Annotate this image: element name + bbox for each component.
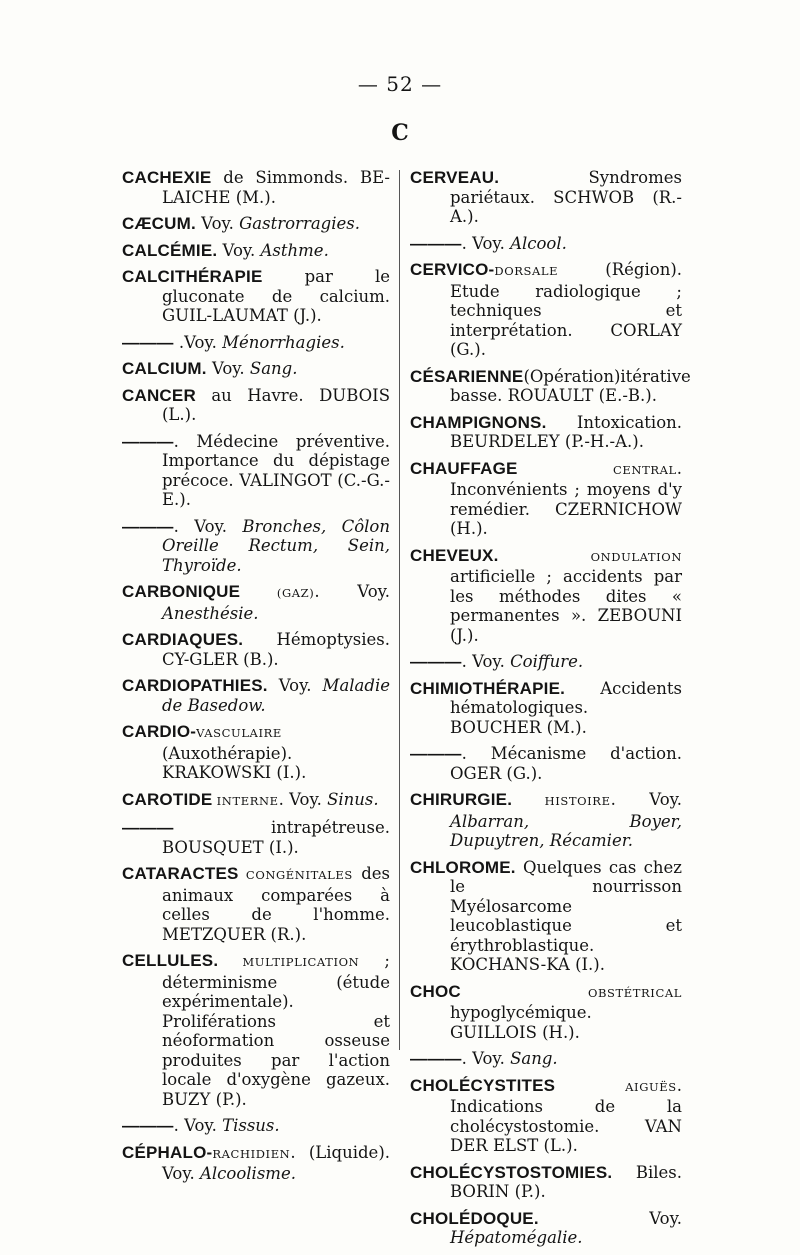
entry-cross-reference: Alcool. xyxy=(510,233,567,253)
entry-heading: CARBONIQUE xyxy=(122,582,241,601)
entry-heading: CÆCUM. xyxy=(122,214,196,233)
entry-heading: CÉSARIENNE xyxy=(410,366,524,386)
entry-text: . Mécanisme d'action. OGER (G.). xyxy=(450,744,682,783)
index-entry xyxy=(410,260,682,360)
entry-heading: CARDIOPATHIES. xyxy=(122,676,268,695)
entry-subheading: DORSALE xyxy=(494,264,559,278)
entry-text: . Voy. xyxy=(461,652,511,671)
entry-heading: ——— xyxy=(122,1116,174,1135)
entry-text: . Inconvénients ; moyens d'y remédier. CZERNICHOW (H.). xyxy=(450,458,682,538)
column-divider xyxy=(399,170,400,1050)
index-entry xyxy=(410,1209,682,1248)
index-entry xyxy=(122,630,390,669)
entry-cross-reference: Sang. xyxy=(249,359,298,378)
index-entry xyxy=(410,234,682,254)
entry-heading: ——— xyxy=(122,818,174,837)
entry-heading: CHOLÉCYSTOSTOMIES. xyxy=(410,1162,613,1182)
entry-text: Voy. xyxy=(206,359,250,378)
entry-text: Voy. xyxy=(538,1208,682,1228)
entry-cross-reference: Alcoolisme. xyxy=(199,1164,296,1183)
entry-cross-reference: Hépatomégalie. xyxy=(450,1228,583,1247)
entry-text: artificielle ; accidents par les méthodes dites « permanentes ». ZEBOUNI (J.). xyxy=(450,567,682,645)
entry-cross-reference: Gastrorragies. xyxy=(239,214,360,233)
entry-text: Accidents hématologiques. BOUCHER (M.). xyxy=(450,678,682,737)
entry-heading: CARDIAQUES. xyxy=(122,630,244,649)
entry-subheading: INTERNE xyxy=(212,793,279,808)
entry-heading: CALCIUM. xyxy=(122,359,207,378)
index-entry xyxy=(122,951,390,1109)
entry-cross-reference: Anesthésie. xyxy=(162,603,259,623)
entry-text: Syndromes pariétaux. SCHWOB (R.-A.). xyxy=(450,168,682,226)
entry-text: de Simmonds. BE-LAICHE (M.). xyxy=(162,168,390,207)
entry-cross-reference: Ménorrhagies. xyxy=(222,332,345,352)
entry-heading: CALCÉMIE. xyxy=(122,240,218,260)
entry-cross-reference: Maladie de Basedow. xyxy=(162,676,390,715)
entry-cross-reference: Asthme. xyxy=(260,240,329,260)
entry-heading: ——— xyxy=(410,233,462,253)
entry-text: . Voy. xyxy=(278,789,328,809)
entry-subheading: OBSTÉTRICAL xyxy=(460,985,682,1000)
index-entry xyxy=(410,366,691,406)
entry-text: . (Liquide). Voy. xyxy=(162,1142,390,1183)
index-entry xyxy=(122,432,390,510)
index-entry xyxy=(122,582,390,623)
entry-subheading: RACHIDIEN xyxy=(212,1146,291,1161)
left-column xyxy=(122,168,390,1191)
entry-heading: CERVICO- xyxy=(410,260,495,279)
entry-heading: CALCITHÉRAPIE xyxy=(122,267,263,286)
entry-text: . Voy. xyxy=(610,790,682,809)
index-entry xyxy=(410,1076,682,1156)
entry-heading: ——— xyxy=(410,1049,462,1068)
section-letter: C xyxy=(391,120,409,146)
entry-heading: CARDIO- xyxy=(122,722,197,741)
entry-subheading: (GAZ) xyxy=(240,586,315,600)
entry-text: (Opération)itérative basse. ROUAULT (E.-B.). xyxy=(450,366,691,405)
index-entry xyxy=(122,722,390,783)
entry-subheading: VASCULAIRE xyxy=(196,726,282,740)
entry-subheading: MULTIPLICATION xyxy=(218,955,360,969)
entry-subheading: HISTOIRE xyxy=(512,794,611,808)
index-entry xyxy=(122,818,390,857)
entry-subheading: CENTRAL xyxy=(517,462,677,477)
entry-cross-reference: Tissus. xyxy=(222,1116,280,1135)
index-entry xyxy=(122,517,390,576)
entry-cross-reference: Albarran, Boyer, Dupuytren, Récamier. xyxy=(450,811,682,850)
entry-heading: CHOC xyxy=(410,981,461,1001)
index-entry xyxy=(122,386,390,425)
index-entry xyxy=(122,241,390,261)
entry-text: Quelques cas chez le nourrisson Myélosarcome leucoblastique et érythroblastique. KOCHANS-KA (I.). xyxy=(450,857,682,974)
entry-text: Voy. xyxy=(267,676,323,695)
index-entry xyxy=(410,679,682,738)
index-entry xyxy=(410,459,682,539)
entry-heading: CHIRURGIE. xyxy=(410,790,513,809)
entry-heading: CAROTIDE xyxy=(122,789,213,809)
entry-heading: CANCER xyxy=(122,385,196,405)
entry-text: Voy. xyxy=(195,214,240,233)
index-entry xyxy=(122,1116,390,1136)
entry-heading: CACHEXIE xyxy=(122,168,212,187)
index-entry xyxy=(122,676,390,715)
index-entry xyxy=(122,214,390,234)
entry-text: ; déterminisme (étude expérimentale). Proliférations et néoformation osseuse produites par l'action locale d'oxygène gazeux. BUZY (P.). xyxy=(162,951,390,1109)
entry-cross-reference: Sang. xyxy=(510,1049,558,1068)
index-entry xyxy=(410,652,682,672)
index-entry xyxy=(410,546,682,646)
entry-text: intrapétreuse. BOUSQUET (I.). xyxy=(162,818,390,857)
right-column xyxy=(410,168,691,1255)
entry-subheading: CONGÉNITALES xyxy=(238,868,353,882)
entry-heading: CHOLÉDOQUE. xyxy=(410,1208,539,1228)
entry-heading: CHLOROME. xyxy=(410,857,516,877)
index-entry xyxy=(410,858,682,975)
entry-text: Biles. BORIN (P.). xyxy=(450,1162,682,1201)
index-entry xyxy=(410,744,682,783)
index-entry xyxy=(122,359,390,379)
entry-heading: ——— xyxy=(410,744,462,763)
entry-text: .Voy. xyxy=(173,332,223,352)
entry-heading: CHIMIOTHÉRAPIE. xyxy=(410,678,566,698)
entry-text: hypoglycémique. GUILLOIS (H.). xyxy=(450,1003,592,1042)
index-entry xyxy=(122,1143,390,1184)
entry-heading: ——— xyxy=(122,431,174,451)
entry-heading: CÉPHALO- xyxy=(122,1142,213,1162)
index-entry xyxy=(122,333,390,353)
index-entry xyxy=(122,267,390,326)
entry-heading: CERVEAU. xyxy=(410,168,500,187)
entry-heading: CATARACTES xyxy=(122,864,239,883)
page-number: — 52 — xyxy=(357,72,443,96)
entry-subheading: ONDULATION xyxy=(498,549,682,564)
entry-subheading: AIGUËS xyxy=(555,1079,677,1094)
entry-text: . Voy. xyxy=(173,516,243,536)
entry-text: Intoxication. BEURDELEY (P.-H.-A.). xyxy=(450,412,682,451)
entry-heading: ——— xyxy=(410,652,462,671)
entry-heading: CHEVEUX. xyxy=(410,545,499,565)
entry-text: au Havre. DUBOIS (L.). xyxy=(162,385,390,424)
entry-heading: CHAUFFAGE xyxy=(410,458,518,478)
entry-text: des animaux comparées à celles de l'homme. METZQUER (R.). xyxy=(162,864,390,944)
entry-text: . Médecine préventive. Importance du dépistage précoce. VALINGOT (C.-G.-E.). xyxy=(162,431,390,509)
entry-text: (Auxothérapie). KRAKOWSKI (I.). xyxy=(162,743,307,782)
entry-heading: CELLULES. xyxy=(122,951,219,970)
entry-text: . Voy. xyxy=(314,582,390,601)
entry-heading: ——— xyxy=(122,516,174,536)
entry-heading: CHAMPIGNONS. xyxy=(410,412,547,432)
index-entry xyxy=(410,982,682,1043)
entry-text: Hémoptysies. CY-GLER (B.). xyxy=(162,630,390,669)
entry-heading: CHOLÉCYSTITES xyxy=(410,1075,556,1095)
index-entry xyxy=(410,168,682,227)
index-entry xyxy=(122,864,390,944)
index-entry xyxy=(410,1163,682,1202)
entry-text: par le gluconate de calcium. GUIL-LAUMAT (J.). xyxy=(162,267,390,325)
index-entry xyxy=(410,1049,682,1069)
entry-text: . Voy. xyxy=(173,1116,223,1135)
entry-text: . Indications de la cholécystostomie. VAN DER ELST (L.). xyxy=(450,1075,682,1155)
entry-text: . Voy. xyxy=(461,233,511,253)
entry-text: Voy. xyxy=(217,240,261,260)
entry-cross-reference: Sinus. xyxy=(327,789,379,809)
entry-heading: ——— xyxy=(122,332,174,352)
index-entry xyxy=(410,790,682,851)
entry-cross-reference: Bronches, Côlon Oreille Rectum, Sein, Thyroïde. xyxy=(162,516,390,575)
entry-text: (Région). Etude radiologique ; techniques et interprétation. CORLAY (G.). xyxy=(450,260,682,359)
entry-text: . Voy. xyxy=(461,1049,511,1068)
index-entry xyxy=(122,790,390,812)
index-entry xyxy=(122,168,390,207)
entry-cross-reference: Coiffure. xyxy=(510,652,584,671)
index-entry xyxy=(410,413,682,452)
